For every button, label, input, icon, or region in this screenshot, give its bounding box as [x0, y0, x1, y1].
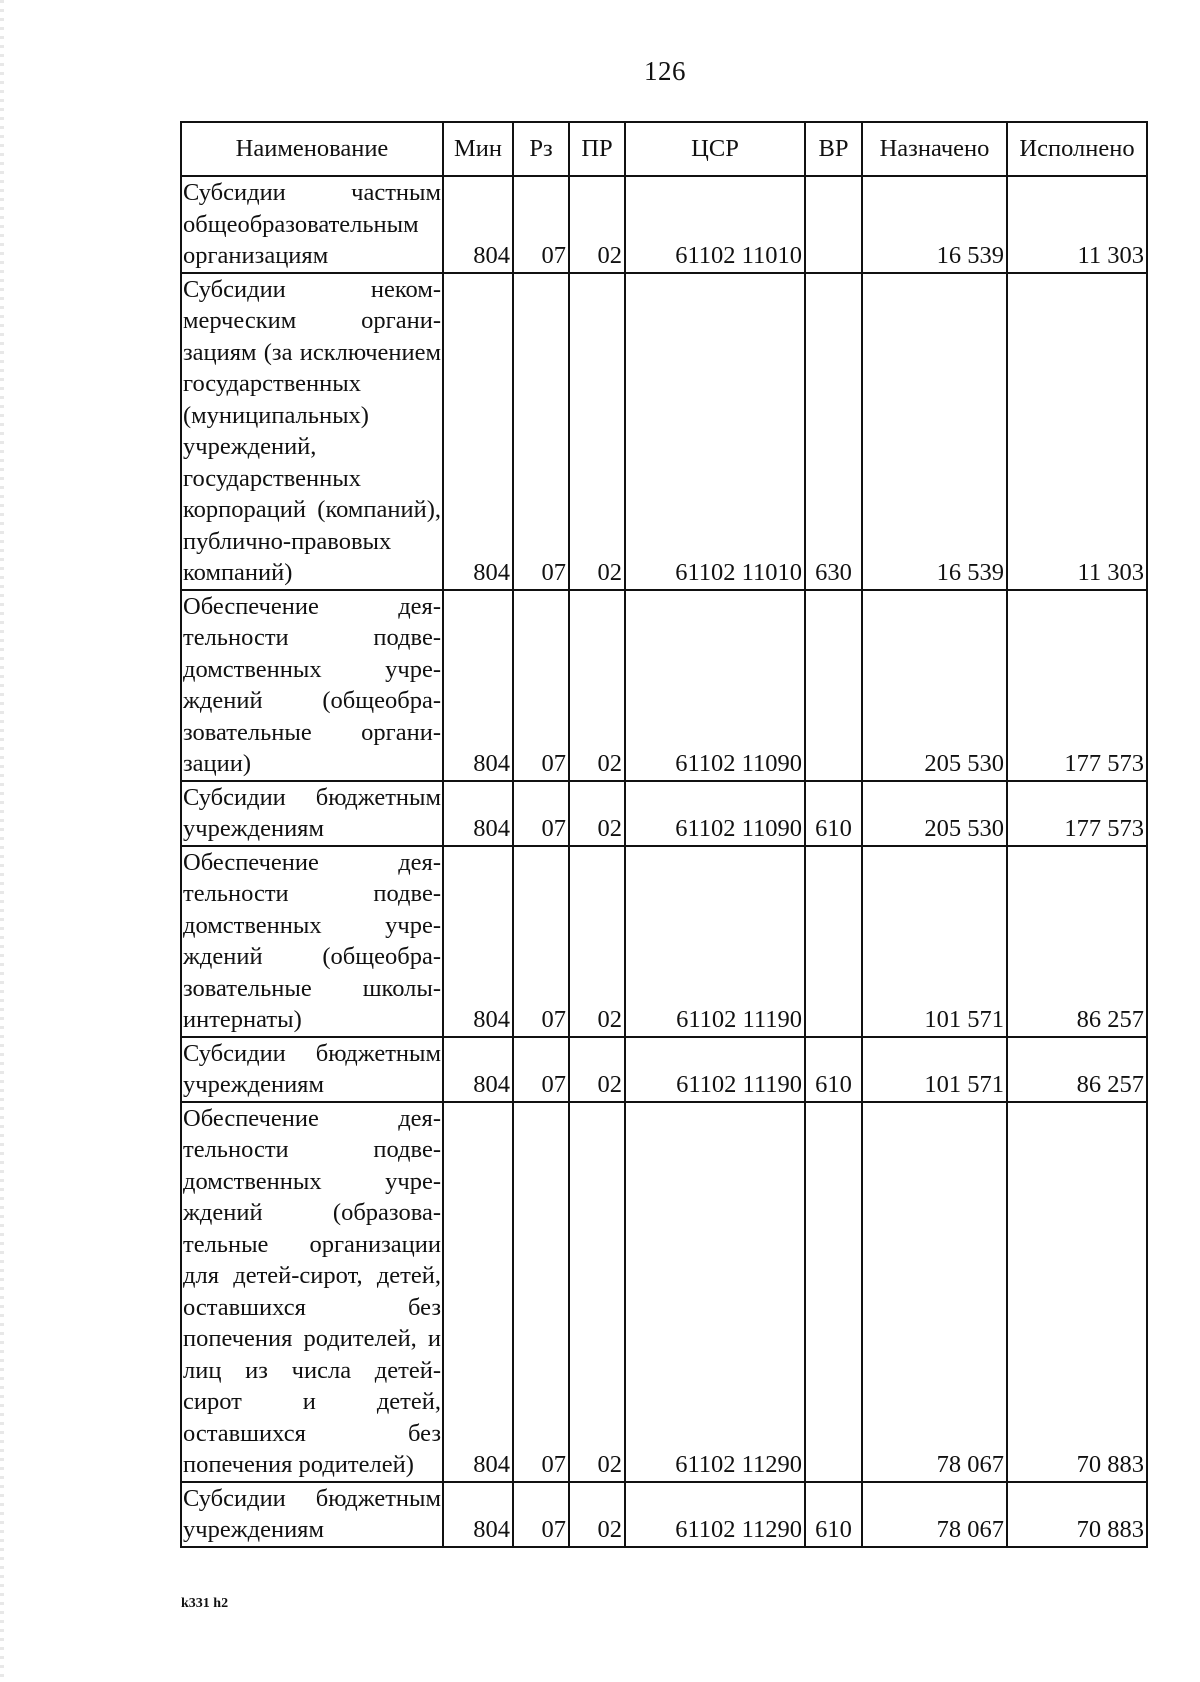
row-csr: 61102 11010: [625, 176, 805, 273]
header-pr: ПР: [569, 122, 625, 176]
row-executed: 86 257: [1007, 846, 1147, 1037]
row-assigned: 78 067: [862, 1482, 1007, 1547]
row-pr: 02: [569, 590, 625, 781]
header-min: Мин: [443, 122, 513, 176]
page-number: 126: [644, 56, 686, 86]
table-row: [181, 273, 1147, 590]
row-min: 804: [443, 1102, 513, 1482]
row-vr: 610: [805, 781, 862, 846]
row-vr: 630: [805, 273, 862, 590]
row-rz: 07: [513, 176, 569, 273]
footer-code: k331 h2: [181, 1596, 229, 1611]
row-vr: [805, 590, 862, 781]
row-name: Обеспечение деятельности подведомственных учреждений (общеобразовательные организации): [181, 590, 443, 781]
table-row: [181, 176, 1147, 273]
table-body: [181, 176, 1147, 1547]
table-row: [181, 1482, 1147, 1547]
table-row: [181, 590, 1147, 781]
row-csr: 61102 11090: [625, 781, 805, 846]
row-assigned: 101 571: [862, 846, 1007, 1037]
row-vr: 610: [805, 1037, 862, 1102]
row-min: 804: [443, 590, 513, 781]
row-pr: 02: [569, 1037, 625, 1102]
header-vr: ВР: [805, 122, 862, 176]
row-pr: 02: [569, 1102, 625, 1482]
row-assigned: 16 539: [862, 176, 1007, 273]
row-min: 804: [443, 176, 513, 273]
row-assigned: 78 067: [862, 1102, 1007, 1482]
row-vr: [805, 176, 862, 273]
row-executed: 11 303: [1007, 273, 1147, 590]
row-min: 804: [443, 1037, 513, 1102]
row-pr: 02: [569, 176, 625, 273]
row-vr: [805, 846, 862, 1037]
row-csr: 61102 11290: [625, 1482, 805, 1547]
row-csr: 61102 11010: [625, 273, 805, 590]
row-assigned: 205 530: [862, 590, 1007, 781]
header-name: Наименование: [181, 122, 443, 176]
row-csr: 61102 11090: [625, 590, 805, 781]
row-name: Обеспечение деятельности подведомственных учреждений (образовательные организации для детей-сирот, детей, оставшихся без попечения родителей, и лиц из числа детей-сирот и детей, оставшихся без попечения родителей): [181, 1102, 443, 1482]
header-executed: Исполнено: [1007, 122, 1147, 176]
row-name: Субсидии бюджетным учреждениям: [181, 1482, 443, 1547]
row-name: Субсидии бюджетным учреждениям: [181, 1037, 443, 1102]
header-csr: ЦСР: [625, 122, 805, 176]
row-pr: 02: [569, 1482, 625, 1547]
scan-edge: [0, 0, 4, 1682]
table-row: [181, 781, 1147, 846]
row-pr: 02: [569, 273, 625, 590]
header-assigned: Назначено: [862, 122, 1007, 176]
row-rz: 07: [513, 1482, 569, 1547]
row-min: 804: [443, 273, 513, 590]
row-min: 804: [443, 846, 513, 1037]
row-pr: 02: [569, 781, 625, 846]
budget-table: [180, 121, 1148, 1548]
table-row: [181, 846, 1147, 1037]
row-min: 804: [443, 781, 513, 846]
row-name: Субсидии бюджетным учреждениям: [181, 781, 443, 846]
row-executed: 70 883: [1007, 1102, 1147, 1482]
row-name: Обеспечение деятельности подведомственных учреждений (общеобразовательные школы-интернаты): [181, 846, 443, 1037]
table-row: [181, 1102, 1147, 1482]
row-name: Субсидии некоммерческим организациям (за исключением государственных (муниципальных) учреждений, государственных корпораций (компаний), публично-правовых компаний): [181, 273, 443, 590]
row-rz: 07: [513, 846, 569, 1037]
row-csr: 61102 11290: [625, 1102, 805, 1482]
row-csr: 61102 11190: [625, 846, 805, 1037]
row-name: Субсидии частным общеобразовательным организациям: [181, 176, 443, 273]
row-rz: 07: [513, 781, 569, 846]
row-executed: 177 573: [1007, 590, 1147, 781]
row-executed: 70 883: [1007, 1482, 1147, 1547]
row-executed: 86 257: [1007, 1037, 1147, 1102]
row-executed: 11 303: [1007, 176, 1147, 273]
row-min: 804: [443, 1482, 513, 1547]
row-vr: 610: [805, 1482, 862, 1547]
row-assigned: 205 530: [862, 781, 1007, 846]
row-vr: [805, 1102, 862, 1482]
row-assigned: 101 571: [862, 1037, 1007, 1102]
row-rz: 07: [513, 1102, 569, 1482]
table-header-row: [181, 122, 1147, 176]
table-row: [181, 1037, 1147, 1102]
header-rz: Рз: [513, 122, 569, 176]
row-executed: 177 573: [1007, 781, 1147, 846]
row-rz: 07: [513, 1037, 569, 1102]
row-csr: 61102 11190: [625, 1037, 805, 1102]
row-assigned: 16 539: [862, 273, 1007, 590]
row-rz: 07: [513, 590, 569, 781]
row-pr: 02: [569, 846, 625, 1037]
row-rz: 07: [513, 273, 569, 590]
